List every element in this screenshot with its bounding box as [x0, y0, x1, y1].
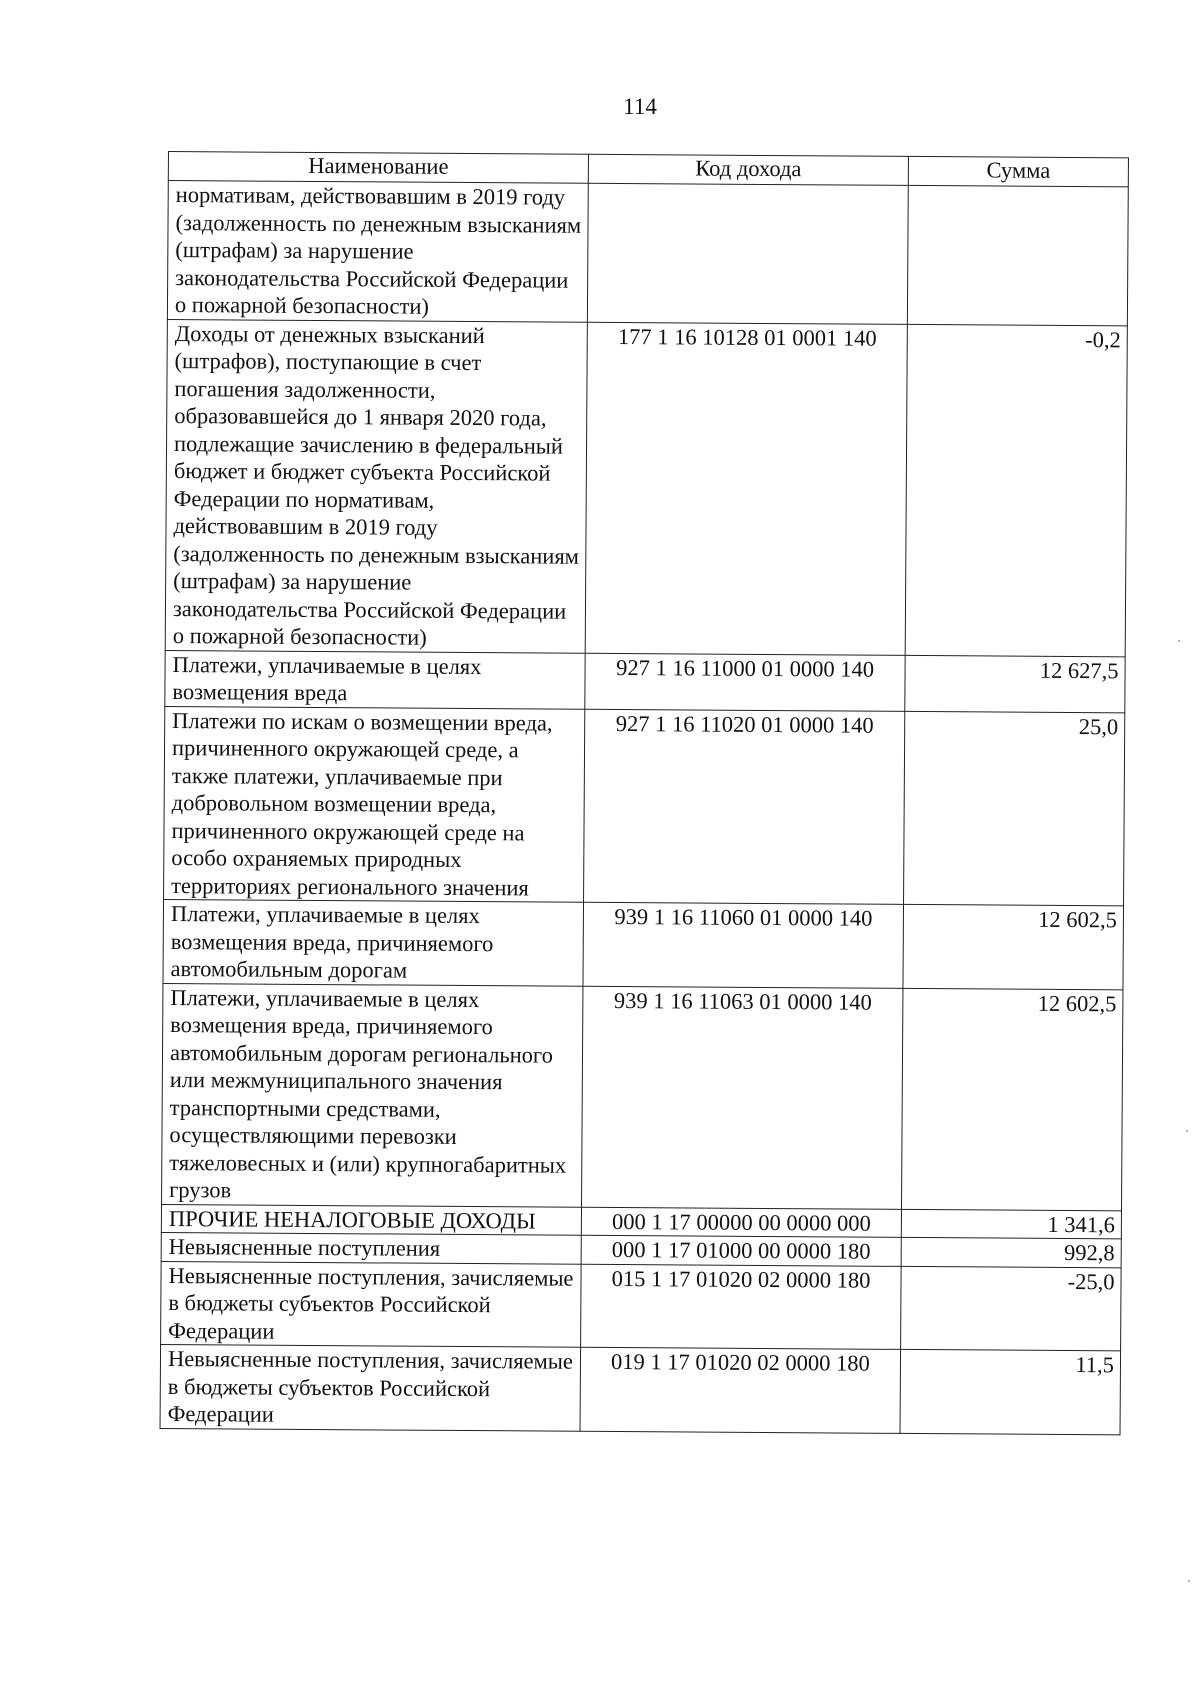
header-name: Наименование [168, 152, 588, 184]
table-row [160, 1344, 1121, 1434]
row-code: 939 1 16 11060 01 0000 140 [583, 902, 904, 988]
table-row [164, 706, 1125, 906]
row-sum [907, 185, 1128, 325]
row-sum: 1 341,6 [901, 1209, 1121, 1239]
row-sum: 12 602,5 [903, 904, 1124, 989]
row-code: 939 1 16 11063 01 0000 140 [582, 986, 903, 1209]
table-row [162, 983, 1123, 1210]
row-sum: 12 627,5 [905, 655, 1125, 712]
row-sum: 25,0 [904, 711, 1125, 906]
header-code: Код дохода [588, 154, 908, 185]
row-code: 000 1 17 01000 00 0000 180 [581, 1235, 901, 1266]
row-code: 015 1 17 01020 02 0000 180 [581, 1264, 902, 1350]
row-sum: 12 602,5 [902, 988, 1123, 1210]
table-row [165, 650, 1125, 712]
revenue-table [160, 151, 1129, 1435]
row-code: 927 1 16 11000 01 0000 140 [585, 653, 905, 711]
row-name: нормативам, действовавшим в 2019 году (задолженность по денежным взысканиям (штрафам) за нарушение законодательства Российской Федерации о пожарной безопасности) [167, 181, 588, 322]
row-code: 019 1 17 01020 02 0000 180 [580, 1347, 901, 1433]
row-code: 177 1 16 10128 01 0001 140 [585, 322, 907, 655]
row-name: Платежи, уплачиваемые в целях возмещения вреда, причиняемого автомобильным дорогам [163, 899, 584, 985]
row-sum: -0,2 [905, 324, 1127, 656]
row-name: Платежи, уплачиваемые в целях возмещения вреда [165, 650, 585, 709]
header-sum: Сумма [908, 156, 1128, 186]
row-name: ПРОЧИЕ НЕНАЛОГОВЫЕ ДОХОДЫ [161, 1204, 581, 1235]
row-sum: -25,0 [901, 1266, 1122, 1351]
row-name: Платежи, уплачиваемые в целях возмещения вреда, причиняемого автомобильным дорогам регионального или межмуниципального значения транспортными средствами, осуществляющими перевозки тяжеловесных и (или) крупногабаритных грузов [162, 983, 583, 1207]
row-name: Доходы от денежных взысканий (штрафов), поступающие в счет погашения задолженности, образовавшейся до 1 января 2020 года, подлежащие зачислению в федеральный бюджет и бюджет субъекта Российской Федерации по нормативам, действовавшим в 2019 году (задолженность по денежным взысканиям (штрафам) за нарушение законодательства Российской Федерации о пожарной безопасности) [165, 319, 587, 653]
row-name: Платежи по искам о возмещении вреда, причиненного окружающей среде, а также платежи, уплачиваемые при добровольном возмещении вреда, причиненного окружающей среде на особо охраняемых природных территориях регионального значения [164, 706, 585, 902]
page-number: 114 [623, 94, 657, 119]
row-name: Невыясненные поступления, зачисляемые в бюджеты субъектов Российской Федерации [160, 1344, 581, 1430]
row-sum: 11,5 [900, 1349, 1121, 1434]
row-code: 927 1 16 11020 01 0000 140 [584, 709, 905, 905]
scan-speck [1186, 1130, 1188, 1132]
row-code [587, 183, 908, 324]
table-row [165, 319, 1127, 656]
row-name: Невыясненные поступления [161, 1232, 581, 1263]
table-row [167, 181, 1128, 326]
scan-speck [1178, 640, 1180, 642]
scan-speck [1188, 1580, 1190, 1582]
row-sum: 992,8 [901, 1237, 1121, 1267]
row-code: 000 1 17 00000 00 0000 000 [581, 1207, 901, 1238]
table-row [161, 1261, 1122, 1351]
row-name: Невыясненные поступления, зачисляемые в бюджеты субъектов Российской Федерации [161, 1261, 582, 1347]
table-row [163, 899, 1124, 989]
